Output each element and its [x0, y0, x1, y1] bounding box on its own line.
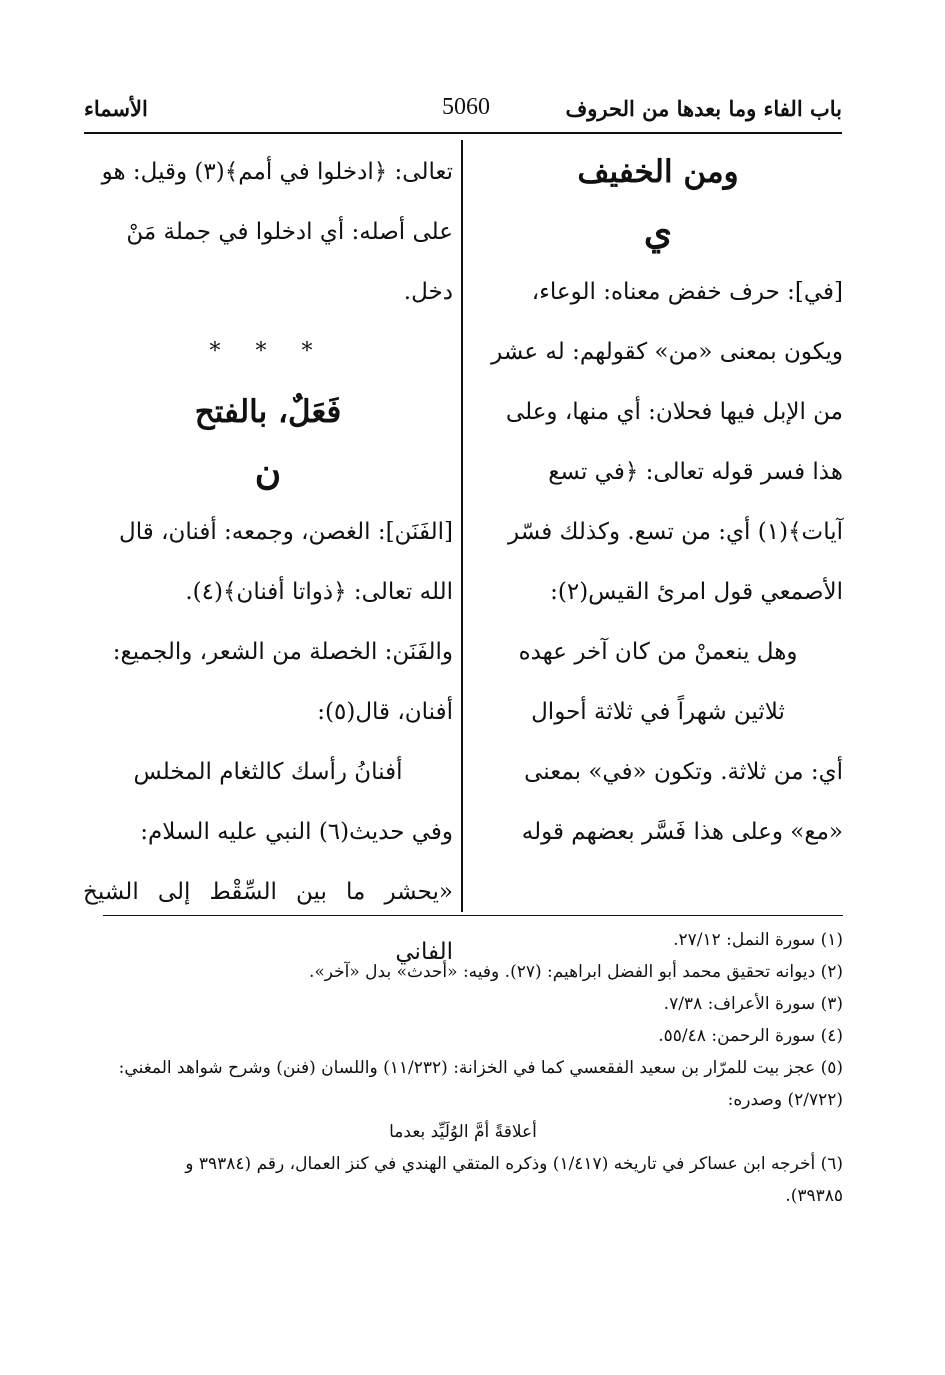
- footnote-continuation: (٢/٧٢٢) وصدره:: [727, 1090, 843, 1110]
- poem-verse: ثلاثين شهراً في ثلاثة أحوال: [531, 699, 785, 725]
- text-line: «يحشر ما بين السِّقْط إلى الشيخ الفاني: [83, 879, 453, 965]
- text-line: الله تعالى: ﴿ذواتا أفنان﴾(٤).: [185, 579, 453, 605]
- poem-verse: أفنانُ رأسك كالثغام المخلس: [133, 759, 403, 785]
- footnote: (١) سورة النمل: ٢٧/١٢.: [673, 930, 843, 950]
- text-line: دخل.: [403, 279, 453, 305]
- column-divider: [461, 140, 463, 912]
- footnotes: [83, 924, 843, 1212]
- footnote: (٤) سورة الرحمن: ٥٥/٤٨.: [658, 1026, 843, 1046]
- running-header: [84, 92, 842, 134]
- text-line: وفي حديث(٦) النبي عليه السلام:: [140, 819, 453, 845]
- text-line: تعالى: ﴿ادخلوا في أمم﴾(٣) وقيل: هو: [101, 159, 453, 185]
- footnote: (٥) عجز بيت للمرّار بن سعيد الفقعسي كما في الخزانة: (١١/٢٣٢) واللسان (فنن) وشرح شواهد المغني:: [118, 1058, 843, 1078]
- text-line: على أصله: أي ادخلوا في جملة مَنْ: [126, 219, 453, 245]
- text-line: من الإبل فيها فحلان: أي منها، وعلى: [505, 399, 843, 425]
- page-number: 5060: [442, 94, 490, 120]
- text-line: هذا فسر قوله تعالى: ﴿في تسع: [548, 459, 843, 485]
- text-line: ويكون بمعنى «من» كقولهم: له عشر: [491, 339, 843, 365]
- footnote: (٦) أخرجه ابن عساكر في تاريخه (١/٤١٧) وذكره المتقي الهندي في كنز العمال، رقم (٣٩٣٨٤ و: [185, 1154, 843, 1174]
- text-line: أفنان، قال(٥):: [317, 699, 453, 725]
- text-line: [في]: حرف خفض معناه: الوعاء،: [531, 279, 843, 305]
- text-line: آيات﴾(١) أي: من تسع. وكذلك فسّر: [508, 519, 843, 545]
- text-line: أي: من ثلاثة. وتكون «في» بمعنى: [524, 759, 843, 785]
- section-heading: ومن الخفيف: [577, 154, 739, 190]
- left-column: [83, 142, 453, 982]
- footnote-verse: أعلاقةً أمَّ الوُلَيِّد بعدما: [389, 1122, 537, 1142]
- text-line: والفَنَن: الخصلة من الشعر، والجميع:: [112, 639, 453, 665]
- footnote: (٣) سورة الأعراف: ٧/٣٨.: [663, 994, 843, 1014]
- letter-heading: ن: [254, 451, 282, 493]
- footnote-continuation: ٣٩٣٨٥).: [785, 1186, 843, 1206]
- letter-heading: ي: [643, 211, 673, 253]
- footnote-rule: [103, 915, 843, 916]
- header-section-title: الأسماء: [84, 96, 148, 121]
- section-separator: * * *: [209, 339, 327, 364]
- right-column: [473, 142, 843, 862]
- footnote: (٢) ديوانه تحقيق محمد أبو الفضل ابراهيم: (٢٧). وفيه: «أحدث» بدل «آخر».: [308, 962, 843, 982]
- text-line: «مع» وعلى هذا فَسَّر بعضهم قوله: [521, 819, 843, 845]
- section-heading: فَعَلٌ، بالفتح: [194, 394, 342, 430]
- header-chapter-title: باب الفاء وما بعدها من الحروف: [565, 96, 842, 121]
- poem-verse: وهل ينعمنْ من كان آخر عهده: [518, 639, 798, 665]
- text-line: الأصمعي قول امرئ القيس(٢):: [550, 579, 843, 605]
- text-line: [الفَنَن]: الغصن، وجمعه: أفنان، قال: [119, 519, 453, 545]
